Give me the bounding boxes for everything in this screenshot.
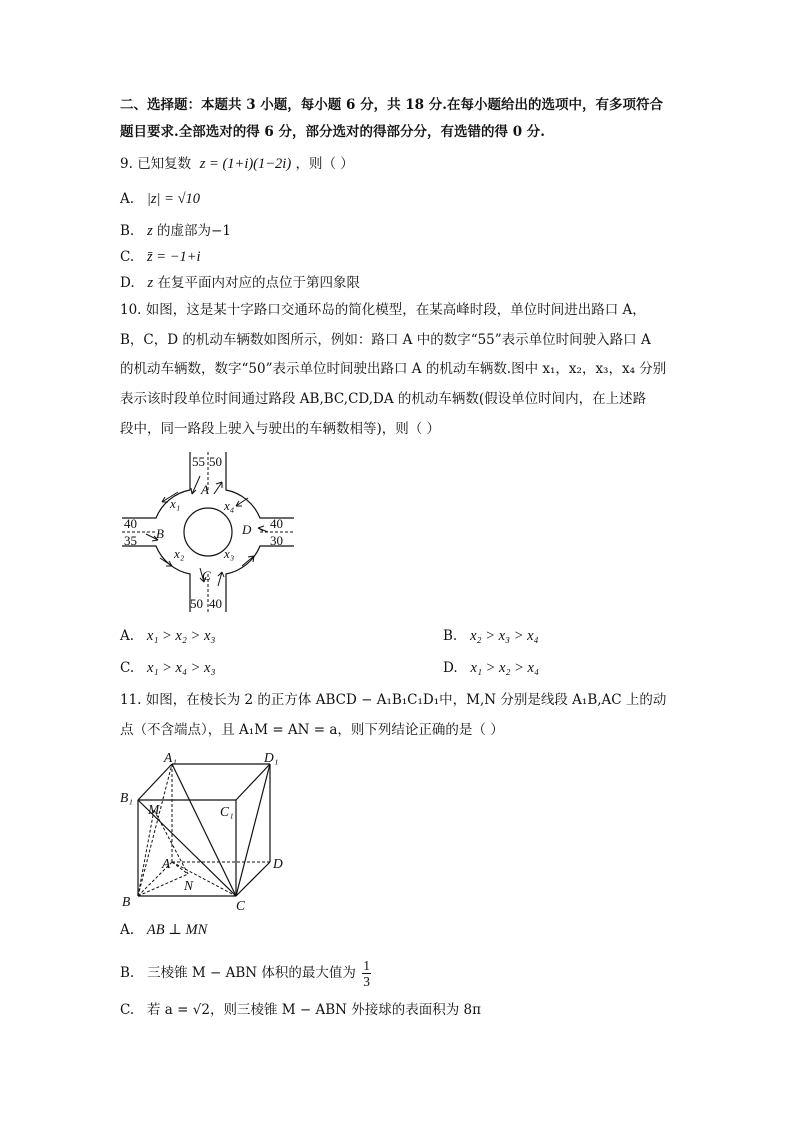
q10-option-a[interactable]: A. x₁ > x₂ > x₃ [120, 628, 216, 644]
fraction: $\frac{1}{3}$ [363, 958, 370, 989]
q10-option-b[interactable]: B. x₂ > x₃ > x₄ [443, 628, 539, 644]
label-bottom-right: 40 [209, 596, 222, 611]
label-bottom-left: 50 [190, 596, 203, 611]
question-tail: ，则（ ） [295, 156, 354, 172]
vertex-a: A [162, 856, 171, 871]
q10-line-5: 段中，同一路段上驶入与驶出的车辆数相等)，则（ ） [120, 421, 441, 437]
q11-line-1: 11. 如图，在棱长为 2 的正方体 ABCD − A₁B₁C₁D₁中，M,N 分别是线段 A₁B,AC 上的动 [120, 692, 667, 708]
question-number: 9. [120, 156, 133, 172]
q11-option-c[interactable]: C. 若 a = √2，则三棱锥 M − ABN 外接球的表面积为 8π [120, 1002, 481, 1018]
point-m: M [148, 802, 160, 817]
vertex-d1: D₁ [264, 750, 279, 765]
node-c: C [202, 568, 211, 583]
q9-option-a[interactable]: A. |z| = √10 [120, 191, 201, 207]
label-x2: x₂ [174, 546, 185, 561]
label-top-out: 50 [209, 454, 222, 469]
roundabout-figure [118, 448, 298, 616]
q10-option-d[interactable]: D. x₁ > x₂ > x₄ [443, 660, 540, 676]
vertex-b1: B₁ [120, 790, 133, 805]
section-instructions-line-1: 二、选择题：本题共 3 小题，每小题 6 分，共 18 分.在每小题给出的选项中，有多项符合 [120, 97, 663, 113]
point-n: N [184, 878, 194, 893]
q10-line-1: 10. 如图，这是某十字路口交通环岛的简化模型，在某高峰时段，单位时间进出路口 A， [120, 302, 646, 318]
label-left-top: 40 [124, 516, 137, 531]
q10-line-3: 的机动车辆数，数字“50”表示单位时间驶出路口 A 的机动车辆数.图中 x₁，x₂，x₃，x₄ 分别 [120, 361, 667, 377]
label-right-top: 40 [270, 516, 283, 531]
vertex-a1: A₁ [164, 750, 177, 765]
label-left-bottom: 35 [124, 533, 137, 548]
q10-line-2: B，C，D 的机动车辆数如图所示，例如：路口 A 中的数字“55”表示单位时间驶入路口 A [120, 332, 651, 348]
question-text: 已知复数 [137, 156, 192, 172]
q11-option-a[interactable]: A. AB ⊥ MN [120, 922, 208, 938]
node-d: D [242, 522, 252, 537]
q10-option-c[interactable]: C. x₁ > x₄ > x₃ [120, 660, 216, 676]
label-right-bottom: 30 [270, 533, 283, 548]
label-x3: x₃ [224, 546, 235, 561]
vertex-c1: C₁ [220, 804, 234, 819]
q11-option-b[interactable]: B. 三棱锥 M − ABN 体积的最大值为 $\frac{1}{3}$ [120, 958, 370, 989]
cube-figure [118, 750, 288, 915]
vertex-b: B [122, 894, 131, 909]
vertex-c: C [236, 898, 246, 913]
q9-option-c[interactable]: C. z̄ = −1+i [120, 249, 201, 265]
q9-option-d[interactable]: D. z 在复平面内对应的点位于第四象限 [120, 275, 360, 291]
vertex-d: D [273, 856, 283, 871]
q10-line-4: 表示该时段单位时间通过路段 AB,BC,CD,DA 的机动车辆数(假设单位时间内，在上述路 [120, 391, 647, 407]
formula: z = (1+i)(1−2i) [199, 156, 292, 172]
section-instructions-line-2: 题目要求.全部选对的得 6 分，部分选对的得部分分，有选错的得 0 分. [120, 124, 545, 140]
q9-option-b[interactable]: B. z 的虚部为−1 [120, 223, 231, 239]
label-x4: x₄ [224, 498, 235, 513]
label-top-in: 55 [192, 454, 205, 469]
node-b: B [156, 526, 164, 541]
q11-line-2: 点（不含端点），且 A₁M = AN = a，则下列结论正确的是（ ） [120, 722, 504, 738]
question-9-stem [120, 154, 354, 174]
label-x1: x₁ [170, 496, 181, 511]
node-a: A [201, 482, 209, 497]
